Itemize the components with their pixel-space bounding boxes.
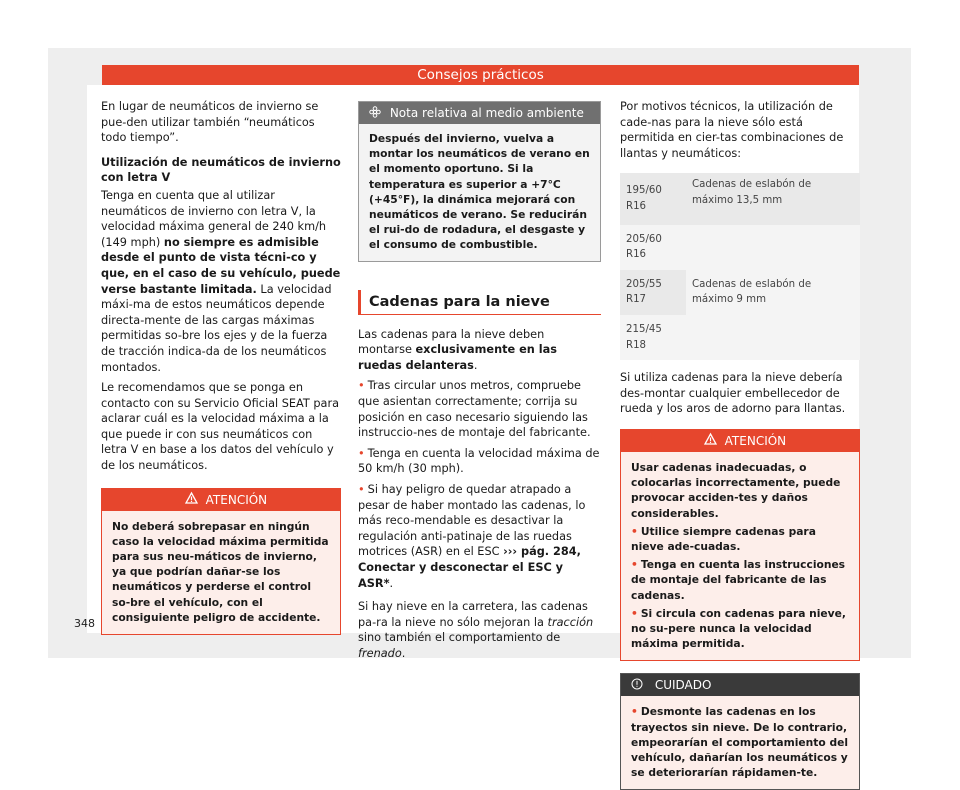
table-cell-size: 205/60 R16 xyxy=(620,225,686,270)
environment-note-text: Después del invierno, vuelva a montar los neumáticos de verano en el momento oportuno. Si la temperatura es superior a +7°C (+45°F), la dinámica mejorará con neumáticos de verano. Se reducirán el rui-do de rodadura, el desgaste y el consumo de combustible. xyxy=(369,132,590,252)
flower-icon xyxy=(369,103,381,125)
table-cell-chain: Cadenas de eslabón de máximo 13,5 mm xyxy=(692,179,812,206)
section-title-snow-chains: Cadenas para la nieve xyxy=(358,290,601,315)
text-run: Tenga en cuenta que al utilizar neumáticos de invierno con letra V, la velocidad máxima general de 240 km/h (149 mph) xyxy=(101,188,327,249)
bullet-text: Si hay peligro de quedar atrapado a pesar de haber montado las cadenas, lo más reco-mendable es desactivar la regulación anti-patinaje de las ruedas motrices (ASR) en el ESC xyxy=(358,482,586,559)
snow-chains-intro xyxy=(358,327,601,374)
hubcap-paragraph: Si utiliza cadenas para la nieve debería des-montar cualquier embellecedor de rueda y los aros de adorno para llantas. xyxy=(620,371,846,416)
page-header: Consejos prácticos xyxy=(102,65,859,85)
warning-bullet xyxy=(631,557,849,603)
bullet-item xyxy=(358,378,601,440)
warning-title: ATENCIÓN xyxy=(205,492,268,507)
bullet-icon: • xyxy=(358,446,365,460)
bullet-icon: • xyxy=(358,482,365,496)
text-run: . xyxy=(389,576,394,590)
table-cell-size: 205/55 R17 xyxy=(620,270,686,315)
text-run: . xyxy=(473,358,478,372)
bullet-icon: • xyxy=(358,379,365,393)
bullet-text: Tras circular unos metros, compruebe que asientan correctamente; corrija su posición en caso necesario siguiendo las instruccio-nes de montaje del fabricante. xyxy=(358,379,591,440)
text-run: Las cadenas para la nieve deben montarse xyxy=(358,327,545,357)
paragraph-contact: Le recomendamos que se ponga en contacto con su Servicio Oficial SEAT para aclarar cuál es la velocidad máxima a la que puede ir con sus neumáticos con letra V en base a los datos del vehículo y de los neumáticos. xyxy=(101,381,340,473)
italic-run: frenado xyxy=(358,646,402,660)
page-number: 348 xyxy=(74,617,95,630)
bullet-text: Utilice siempre cadenas para nieve ade-cuadas. xyxy=(631,524,816,553)
table-cell-size: 195/60 R16 xyxy=(626,185,662,212)
tire-chain-table xyxy=(620,173,860,360)
bold-run: exclusivamente en las ruedas delanteras xyxy=(358,343,557,372)
page-reference-link[interactable]: ››› pág. 284, Conectar y desconectar el ESC y ASR* xyxy=(358,545,581,590)
warning-bullet xyxy=(631,524,849,554)
warning-title: ATENCIÓN xyxy=(724,433,787,448)
paragraph-traction xyxy=(358,599,601,661)
care-title: CUIDADO xyxy=(654,678,712,693)
environment-note-box xyxy=(358,101,601,262)
bullet-item xyxy=(358,446,601,477)
bullet-text: Tenga en cuenta las instrucciones de montaje del fabricante de las cadenas. xyxy=(631,558,846,602)
warning-text: No deberá sobrepasar en ningún caso la velocidad máxima permitida para sus neu-máticos de invierno, ya que podrían dañar-se los neumáticos y perderse el control so-bre el vehículo, con el consiguiente peligro de accidente. xyxy=(112,519,329,624)
text-run: sino también el comportamiento de xyxy=(358,631,561,645)
subheading-v-tires: Utilización de neumáticos de invierno con letra V xyxy=(101,155,341,185)
warning-bullet xyxy=(631,606,849,652)
bullet-icon: • xyxy=(631,524,638,538)
bullet-icon: • xyxy=(631,606,638,620)
info-circle-icon xyxy=(631,675,643,697)
care-box xyxy=(620,673,860,790)
warning-box xyxy=(101,488,341,635)
intro-paragraph: En lugar de neumáticos de invierno se pue-den utilizar también “neumáticos todo tiempo”. xyxy=(101,100,319,145)
bullet-icon: • xyxy=(631,705,638,719)
warning-body xyxy=(621,452,859,660)
warning-triangle-icon xyxy=(185,489,198,511)
care-header xyxy=(621,674,859,696)
warning-box-chains xyxy=(620,429,860,661)
warning-intro: Usar cadenas inadecuadas, o colocarlas incorrectamente, puede provocar acciden-tes y daños considerables. xyxy=(631,460,841,520)
table-cell-size: 215/45 R18 xyxy=(620,315,686,360)
bullet-item xyxy=(358,482,601,591)
bullet-text: Si circula con cadenas para nieve, no su-pere nunca la velocidad máxima permitida. xyxy=(631,606,846,651)
table-cell-chain: Cadenas de eslabón de máximo 9 mm xyxy=(686,225,860,361)
bullet-icon: • xyxy=(631,558,638,572)
text-run: . xyxy=(401,646,406,660)
column-3 xyxy=(620,99,860,790)
warning-triangle-icon xyxy=(704,430,717,452)
table-row xyxy=(620,173,860,224)
environment-note-title: Nota relativa al medio ambiente xyxy=(389,106,584,120)
column-2 xyxy=(358,101,601,667)
bullet-text: Desmonte las cadenas en los trayectos sin nieve. De lo contrario, empeorarían el comportamiento del vehículo, dañarían los neumáticos y se deteriorarían rápidamen-te. xyxy=(631,705,849,780)
care-body xyxy=(621,696,859,789)
table-row xyxy=(620,225,860,270)
bold-run: no siempre es admisible desde el punto de vista técni-co y que, en el caso de su vehículo, puede verse bastante limitada. xyxy=(101,235,341,296)
paragraph-v-tires xyxy=(101,188,341,375)
warning-header xyxy=(102,489,340,511)
warning-header xyxy=(621,430,859,452)
environment-note-header xyxy=(359,102,600,124)
chains-technical-intro: Por motivos técnicos, la utilización de cade-nas para la nieve sólo está permitida en cier-tas combinaciones de llantas y neumáticos: xyxy=(620,100,844,160)
text-run: Si hay nieve en la carretera, las cadenas pa-ra la nieve no sólo mejoran la xyxy=(358,600,588,629)
bullet-text: Tenga en cuenta la velocidad máxima de 50 km/h (30 mph). xyxy=(358,446,600,476)
column-1 xyxy=(101,99,341,635)
text-run: La velocidad máxi-ma de estos neumáticos depende directa-mente de las cargas máximas permitidas so-bre los ejes y de la fuerza de tracción indica-da de los neumáticos montados. xyxy=(101,282,332,374)
italic-run: tracción xyxy=(547,615,594,629)
